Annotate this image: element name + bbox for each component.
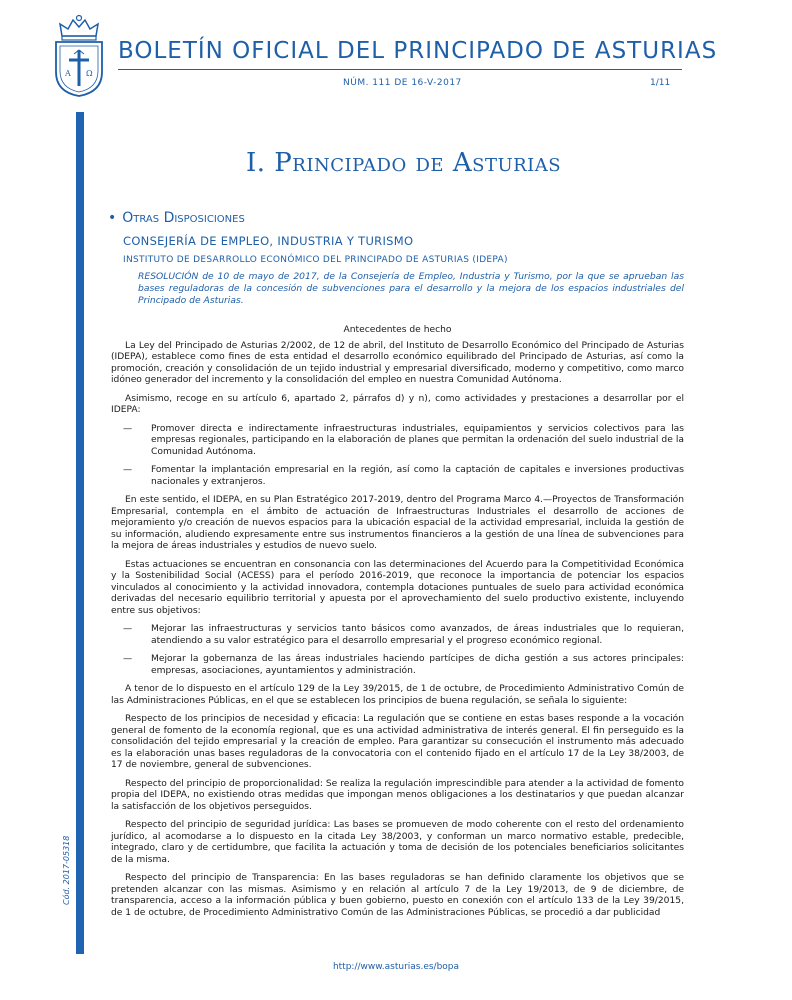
- svg-text:Ω: Ω: [86, 69, 93, 78]
- side-bar: [76, 112, 84, 954]
- page-number: 1/11: [650, 78, 671, 88]
- masthead-divider: [118, 69, 682, 70]
- resolution-summary: RESOLUCIÓN de 10 de mayo de 2017, de la Consejería de Empleo, Industria y Turismo, por la que se aprueban las bases reguladoras de la concesión de subvenciones para el desarrollo y la mejora de los espacios industriales del Principado de Asturias.: [138, 271, 684, 306]
- list-item-text: Fomentar la implantación empresarial en la región, así como la captación de capitales e inversiones productivas nacionales y extranjeros.: [151, 465, 684, 487]
- paragraph: Respecto de los principios de necesidad y eficacia: La regulación que se contiene en estas bases responde a la vocación general de fomento de la economía regional, que es una actividad administrativa de interés general. El fin perseguido es la consolidación del tejido empresarial y la creación de empleo. Para garantizar su consecución el instrumento más adecuado es la elaboración unas bases reguladoras de la convocatoria con el contenido fijado en el artículo 17 de la Ley 38/2003, de 17 de noviembre, general de subvenciones.: [111, 714, 684, 770]
- list-item: [111, 424, 684, 459]
- body-heading: Antecedentes de hecho: [343, 325, 452, 335]
- paragraph: Asimismo, recoge en su artículo 6, apartado 2, párrafos d) y n), como actividades y prestaciones a desarrollar por el IDEPA:: [111, 393, 684, 415]
- dash-icon: —: [123, 624, 133, 634]
- institute-name: INSTITUTO DE DESARROLLO ECONÓMICO DEL PRINCIPADO DE ASTURIAS (IDEPA): [123, 255, 508, 265]
- paragraph: Respecto del principio de Transparencia: En las bases reguladoras se han definido claramente los objetivos que se pretenden alcanzar con las mismas. Asimismo y en relación al artículo 7 de la Ley 19/2013, de 9 de diciembre, de transparencia, acceso a la información pública y buen gobierno, puesto en conexión con el artículo 133 de la Ley 39/2015, de 1 de octubre, de Procedimiento Administrativo Común de las Administraciones Públicas, se procedió a dar publicidad: [111, 873, 684, 918]
- paragraph: Estas actuaciones se encuentran en consonancia con las determinaciones del Acuerdo para la Competitividad Económica y la Sostenibilidad Social (ACESS) para el período 2016-2019, que reconoce la importancia de potenciar los espacios vinculados al conocimiento y la actividad innovadora, contempla dotaciones puntuales de suelo para actividad económica derivadas del necesario equilibrio territorial y apuesta por el aprovechamiento del suelo productivo existente, incluyendo entre sus objetivos:: [111, 559, 684, 616]
- svg-text:A: A: [65, 69, 71, 78]
- coat-of-arms-icon: [52, 14, 106, 98]
- paragraph: A tenor de lo dispuesto en el artículo 129 de la Ley 39/2015, de 1 de octubre, de Procedimiento Administrativo Común de las Administraciones Públicas, en el que se establecen los principios de buena regulación, se señala lo siguiente:: [111, 684, 684, 706]
- paragraph: Respecto del principio de proporcionalidad: Se realiza la regulación imprescindible para atender a la actividad de fomento propia del IDEPA, no existiendo otras medidas que impongan menos obligaciones a los destinatarios y que puedan alcanzar la satisfacción de los objetivos perseguidos.: [111, 778, 684, 812]
- list-item: [111, 465, 684, 488]
- list-item-text: Mejorar las infraestructuras y servicios tanto básicos como avanzados, de áreas industriales que lo requieran, atendiendo a su valor estratégico para el desarrollo empresarial y el progreso económico regional.: [151, 624, 684, 646]
- dash-icon: —: [123, 654, 133, 664]
- footer-link[interactable]: http://www.asturias.es/bopa: [332, 962, 460, 972]
- subsection-label: Otras Disposiciones: [122, 210, 245, 226]
- list-item-text: Promover directa e indirectamente infraestructuras industriales, equipamientos y servicios colectivos para las empresas regionales, participando en la elaboración de planes que permitan la ordenación del suelo industrial de la Comunidad Autónoma.: [151, 423, 684, 457]
- issue-number: NÚM. 111 DE 16-V-2017: [343, 78, 462, 88]
- paragraph: La Ley del Principado de Asturias 2/2002, de 12 de abril, del Instituto de Desarrollo Económico del Principado de Asturias (IDEPA), establece como fines de esta entidad el desarrollo económico equilibrado del Principado de Asturias, así como la promoción, creación y consolidación de un tejido industrial y empresarial diversificado, moderno y competitivo, como marco idóneo generador del incremento y la consolidación del empleo en nuestra Comunidad Autónoma.: [111, 340, 684, 385]
- department-name: CONSEJERÍA DE EMPLEO, INDUSTRIA Y TURISMO: [123, 234, 414, 248]
- list-item: [111, 624, 684, 647]
- subsection-title: [108, 210, 245, 226]
- dash-icon: —: [123, 423, 133, 434]
- section-title: I. Principado de Asturias: [246, 148, 562, 178]
- document-code: Cód. 2017-05318: [62, 835, 71, 905]
- paragraph: En este sentido, el IDEPA, en su Plan Estratégico 2017-2019, dentro del Programa Marco 4.—Proyectos de Transformación Empresarial, contempla en el ámbito de actuación de Infraestructuras Industriales el desarrollo de acciones de mejoramiento y/o creación de nuevos espacios para la ubicación espacial de la actividad empresarial, incluida la gestión de su información, aludiendo expresamente entre sus instrumentos financieros a la gestión de una línea de subvenciones para la mejora de áreas industriales y estudios de nuevo suelo.: [111, 495, 684, 551]
- gazette-title: BOLETÍN OFICIAL DEL PRINCIPADO DE ASTURIAS: [118, 38, 718, 64]
- document-body: [111, 325, 684, 926]
- bullet-icon: •: [108, 210, 117, 226]
- paragraph: Respecto del principio de seguridad jurídica: Las bases se promueven de modo coherente con el resto del ordenamiento jurídico, al acomodarse a lo dispuesto en la citada Ley 38/2003, y conforman un marco normativo estable, predecible, integrado, claro y de certidumbre, que facilita la actuación y toma de decisión de los potenciales beneficiarios solicitantes de la misma.: [111, 820, 684, 865]
- dash-icon: —: [123, 465, 133, 475]
- list-item: [111, 654, 684, 677]
- list-item-text: Mejorar la gobernanza de las áreas industriales haciendo partícipes de dicha gestión a sus actores principales: empresas, asociaciones, ayuntamientos y administración.: [151, 654, 684, 676]
